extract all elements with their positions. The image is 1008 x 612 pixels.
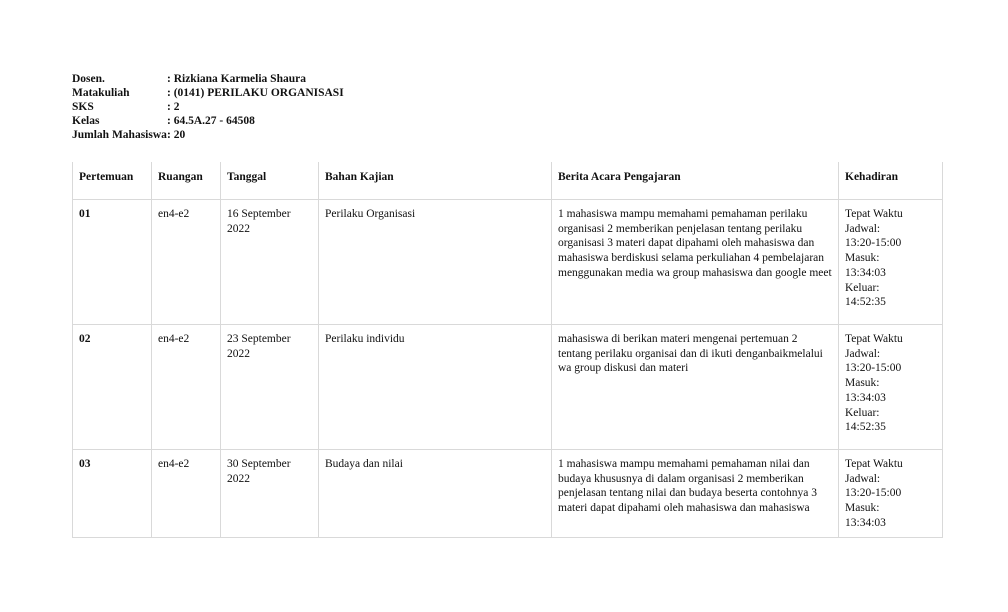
column-header-berita-acara: Berita Acara Pengajaran [552,162,839,200]
masuk-label: Masuk: [845,502,880,515]
cell-tanggal: 30 September 2022 [221,450,319,539]
cell-ruangan: en4-e2 [152,200,221,325]
column-header-kehadiran: Kehadiran [839,162,943,200]
cell-pertemuan: 02 [73,325,152,450]
jadwal-label: Jadwal: [845,222,881,235]
info-row-dosen [72,72,344,86]
table-header-row [73,162,943,200]
cell-bahan-kajian: Budaya dan nilai [319,450,552,539]
info-row-sks [72,100,344,114]
info-value: : Rizkiana Karmelia Shaura [167,73,306,85]
cell-bahan-kajian: Perilaku individu [319,325,552,450]
jadwal-value: 13:20-15:00 [845,237,902,250]
info-row-kelas [72,114,344,128]
keluar-label: Keluar: [845,406,880,419]
jadwal-value: 13:20-15:00 [845,362,902,375]
attendance-table-wrapper [72,162,943,538]
cell-bahan-kajian: Perilaku Organisasi [319,200,552,325]
attendance-status: Tepat Waktu [845,208,903,220]
masuk-value: 13:34:03 [845,516,886,529]
cell-ruangan: en4-e2 [152,450,221,539]
masuk-value: 13:34:03 [845,266,886,279]
column-header-tanggal: Tanggal [221,162,319,200]
masuk-label: Masuk: [845,252,880,265]
cell-pertemuan: 01 [73,200,152,325]
info-row-matakuliah [72,86,344,100]
info-value: : 64.5A.27 - 64508 [167,115,255,127]
info-label: Jumlah Mahasiswa [72,129,167,141]
cell-kehadiran [839,325,943,450]
attendance-table [72,162,943,538]
keluar-value: 14:52:35 [845,296,886,309]
cell-tanggal: 23 September 2022 [221,325,319,450]
attendance-status: Tepat Waktu [845,333,903,345]
keluar-label: Keluar: [845,281,880,294]
cell-berita-acara: 1 mahasiswa mampu memahami pemahaman nilai dan budaya khususnya di dalam organisasi 2 memberikan penjelasan tentang nilai dan budaya beserta contohnya 3 materi dapat dipahami oleh mahasiswa dan mahasiswa [552,450,839,539]
info-label: Matakuliah [72,87,130,99]
keluar-value: 14:52:35 [845,421,886,434]
table-row [73,325,943,450]
attendance-status: Tepat Waktu [845,458,903,470]
masuk-value: 13:34:03 [845,391,886,404]
cell-tanggal: 16 September 2022 [221,200,319,325]
cell-pertemuan: 03 [73,450,152,539]
column-header-bahan-kajian: Bahan Kajian [319,162,552,200]
cell-berita-acara: mahasiswa di berikan materi mengenai pertemuan 2 tentang perilaku organisai dan di ikuti denganbaikmelalui wa group diskusi dan materi [552,325,839,450]
table-row [73,450,943,539]
cell-ruangan: en4-e2 [152,325,221,450]
info-label: SKS [72,101,94,113]
masuk-label: Masuk: [845,377,880,390]
cell-kehadiran [839,450,943,539]
course-info [72,72,344,142]
info-label: Dosen. [72,73,105,85]
info-value: : 20 [167,129,186,141]
cell-kehadiran [839,200,943,325]
info-label: Kelas [72,115,100,127]
info-row-jumlah [72,128,344,142]
jadwal-label: Jadwal: [845,472,881,485]
column-header-pertemuan: Pertemuan [73,162,152,200]
info-value: : (0141) PERILAKU ORGANISASI [167,87,344,99]
jadwal-label: Jadwal: [845,347,881,360]
info-value: : 2 [167,101,180,113]
column-header-ruangan: Ruangan [152,162,221,200]
jadwal-value: 13:20-15:00 [845,487,902,500]
table-row [73,200,943,325]
cell-berita-acara: 1 mahasiswa mampu memahami pemahaman perilaku organisasi 2 memberikan penjelasan tentang perilaku organisasi 3 materi dapat dipahami oleh mahasiswa dan mahasiswa berdiskusi selama perkuliahan 4 pembelajaran menggunakan media wa group mahasiswa dan google meet [552,200,839,325]
